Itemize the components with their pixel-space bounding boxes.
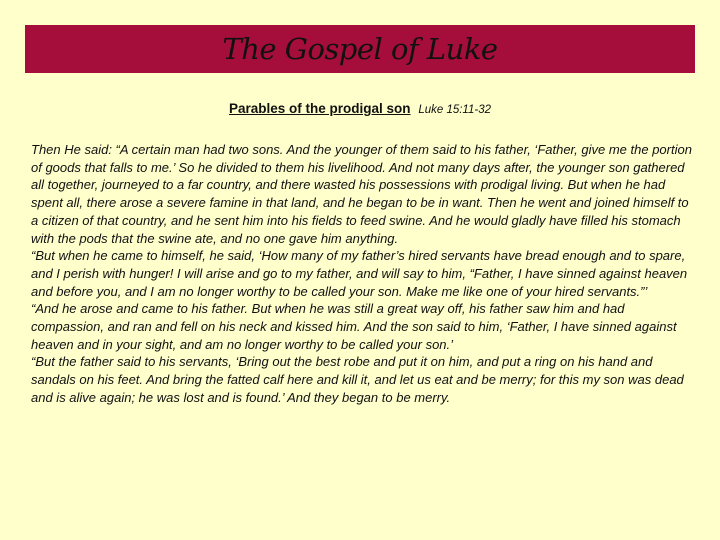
scripture-passage: [31, 141, 693, 407]
passage-paragraph: “But when he came to himself, he said, ‘How many of my father’s hired servants have bread enough and to spare, and I perish with hunger! I will arise and go to my father, and will say to him, “Father, I have sinned against heaven and before you, and I am no longer worthy to be called your son. Make me like one of your hired servants.”’: [31, 248, 688, 299]
passage-paragraph: “But the father said to his servants, ‘Bring out the best robe and put it on him, and put a ring on his hand and sandals on his feet. And bring the fatted calf here and kill it, and let us eat and be merry; for this my son was dead and is alive again; he was lost and is found.’ And they began to be merry.: [31, 354, 684, 405]
slide-title: The Gospel of Luke: [222, 32, 498, 66]
title-bar: [25, 25, 695, 73]
slide-subtitle: Parables of the prodigal son: [229, 101, 411, 116]
scripture-reference: Luke 15:11-32: [418, 104, 491, 116]
passage-paragraph: “And he arose and came to his father. But when he was still a great way off, his father saw him and had compassion, and ran and fell on his neck and kissed him. And the son said to him, ‘Father, I have sinned against heaven and in your sight, and am no longer worthy to be called your son.’: [31, 301, 677, 352]
passage-paragraph: Then He said: “A certain man had two sons. And the younger of them said to his father, ‘Father, give me the portion of goods that falls to me.’ So he divided to them his livelihood. And not many days after, the younger son gathered all together, journeyed to a far country, and there wasted his possessions with prodigal living. But when he had spent all, there arose a severe famine in that land, and he began to be in want. Then he went and joined himself to a citizen of that country, and he sent him into his fields to feed swine. And he would gladly have filled his stomach with the pods that the swine ate, and no one gave him anything.: [31, 142, 692, 246]
subtitle-line: [0, 101, 720, 116]
